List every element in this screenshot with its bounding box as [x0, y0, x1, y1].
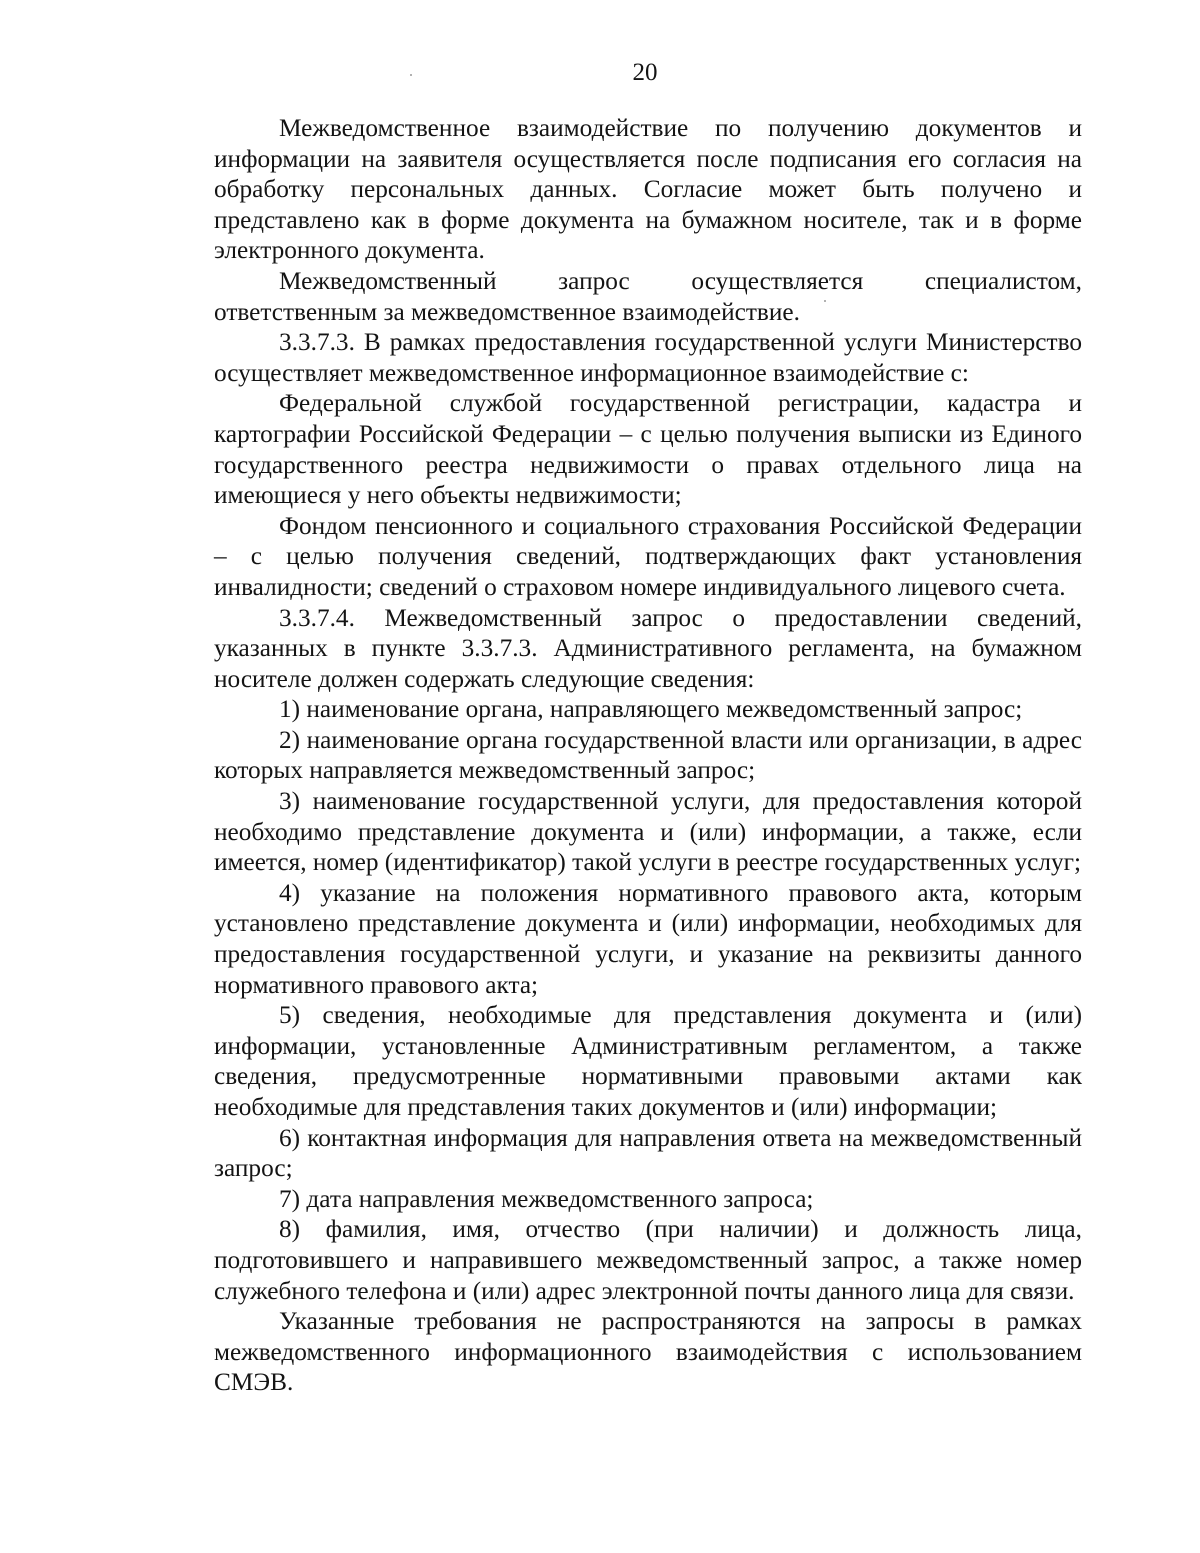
list-item-4: 4) указание на положения нормативного правового акта, которым установлено представление документа и (или) информации, необходимых для предоставления государственной услуги, и указание на реквизиты данного нормативного правового акта; [214, 878, 1082, 999]
list-item-7: 7) дата направления межведомственного запроса; [279, 1184, 814, 1213]
list-item-1: 1) наименование органа, направляющего межведомственный запрос; [279, 695, 1023, 724]
list-item-2: 2) наименование органа государственной власти или организации, в адрес которых направляется межведомственный запрос; [214, 725, 1082, 785]
paragraph-rosreestr: Федеральной службой государственной регистрации, кадастра и картографии Российской Федерации – с целью получения выписки из Единого государственного реестра недвижимости о правах отдельного лица на имеющиеся у него объекты недвижимости; [214, 389, 1082, 510]
paragraph-section-3-3-7-4: 3.3.7.4. Межведомственный запрос о предоставлении сведений, указанных в пункте 3.3.7.3. Административного регламента, на бумажном носителе должен содержать следующие сведения: [214, 603, 1082, 693]
paragraph-interagency-consent: Межведомственное взаимодействие по получению документов и информации на заявителя осуществляется после подписания его согласия на обработку персональных данных. Согласие может быть получено и представлено как в форме документа на бумажном носителе, так и в форме электронного документа. [214, 114, 1082, 265]
page-number: 20 [632, 59, 658, 86]
paragraph-interagency-request-specialist: Межведомственный запрос осуществляется специалистом, ответственным за межведомственное взаимодействие. [214, 266, 1082, 326]
list-item-5: 5) сведения, необходимые для представления документа и (или) информации, установленные Административным регламентом, а также сведения, предусмотренные нормативными правовыми актами как необходимые для представления таких документов и (или) информации; [214, 1001, 1082, 1121]
paragraph-pension-fund: Фондом пенсионного и социального страхования Российской Федерации – с целью получения сведений, подтверждающих факт установления инвалидности; сведений о страховом номере индивидуального лицевого счета. [214, 511, 1082, 601]
scan-speck [410, 74, 412, 76]
list-item-3: 3) наименование государственной услуги, для предоставления которой необходимо представление документа и (или) информации, а также, если имеется, номер (идентификатор) такой услуги в реестре государственных услуг; [214, 787, 1082, 877]
paragraph-section-3-3-7-3: 3.3.7.3. В рамках предоставления государственной услуги Министерство осуществляет межведомственное информационное взаимодействие с: [214, 328, 1082, 387]
list-item-6: 6) контактная информация для направления ответа на межведомственный запрос; [214, 1123, 1082, 1183]
list-item-8: 8) фамилия, имя, отчество (при наличии) и должность лица, подготовившего и направившего межведомственный запрос, а также номер служебного телефона и (или) адрес электронной почты данного лица для связи. [214, 1215, 1082, 1305]
paragraph-smev-exception: Указанные требования не распространяются на запросы в рамках межведомственного информационного взаимодействия с использованием СМЭВ. [214, 1307, 1082, 1397]
document-body [214, 113, 1082, 1398]
